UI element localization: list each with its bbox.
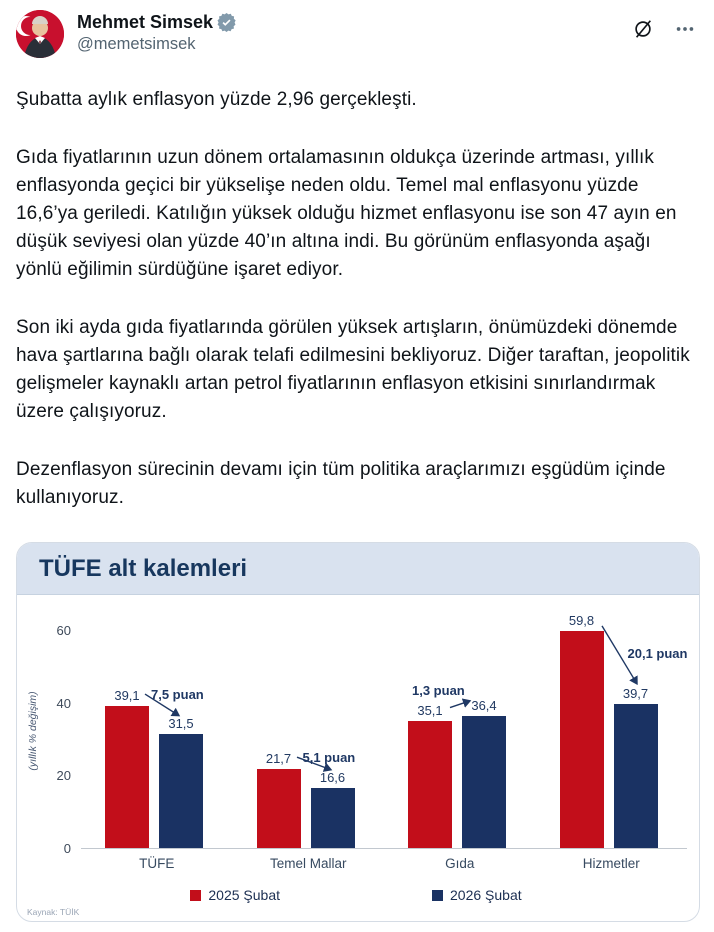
legend-label: 2026 Şubat xyxy=(450,887,522,903)
legend-swatch xyxy=(190,890,201,901)
change-arrow-icon xyxy=(81,613,233,848)
y-axis-label-column xyxy=(25,613,45,849)
annotation-label: 1,3 puan xyxy=(412,682,465,698)
y-tick-label: 40 xyxy=(56,695,71,711)
chart-source: Kaynak: TÜİK xyxy=(27,907,80,917)
category-label: Gıda xyxy=(445,856,475,871)
avatar-photo xyxy=(16,10,64,58)
bar-value-label: 59,8 xyxy=(568,612,595,628)
chart-title: TÜFE alt kalemleri xyxy=(17,543,699,595)
bar-group xyxy=(384,613,536,848)
bar-value-label: 39,1 xyxy=(114,688,140,704)
bar-value-label: 39,7 xyxy=(622,685,649,701)
verified-badge-icon xyxy=(217,13,236,32)
change-arrow-icon xyxy=(233,613,385,848)
y-tick-label: 0 xyxy=(63,841,71,856)
more-options-icon[interactable] xyxy=(674,18,696,40)
bar-value-label: 36,4 xyxy=(471,697,497,713)
y-axis-ticks xyxy=(45,613,81,856)
category-label: Hizmetler xyxy=(582,856,640,871)
avatar[interactable] xyxy=(16,10,64,58)
y-tick-label: 60 xyxy=(56,623,71,639)
bar-value-label: 35,1 xyxy=(417,702,443,718)
bar-value-label: 16,6 xyxy=(319,769,346,785)
legend-label: 2025 Şubat xyxy=(208,887,280,903)
bar-value-label: 21,7 xyxy=(265,751,292,767)
y-axis-label: (yıllık % değişim) xyxy=(27,691,39,771)
bar-group xyxy=(233,613,385,848)
legend-item xyxy=(432,887,522,903)
display-name[interactable]: Mehmet Simsek xyxy=(77,12,214,32)
header-actions xyxy=(632,18,696,40)
user-handle[interactable]: @memetsimsek xyxy=(77,35,196,53)
chart-card[interactable] xyxy=(16,542,700,922)
bar-group xyxy=(536,613,688,848)
category-label: TÜFE xyxy=(139,856,175,871)
tweet-header xyxy=(16,10,698,68)
chart-plot xyxy=(81,613,687,849)
tweet-paragraph: Gıda fiyatlarının uzun dönem ortalamasının oldukça üzerinde artması, yıllık enflasyonda geçici bir yükselişe neden oldu. Temel mal enflasyonu yüzde 16,6’ya geriledi. Katılığın yüksek olduğu hizmet enflasyonu ise son 47 ayın en düşük seviyesi olan yüzde 40’ın altına indi. Bu görünüm enflasyonda aşağı yönlü eğilimin sürdüğüne işaret ediyor. xyxy=(16,147,677,280)
legend-swatch xyxy=(432,890,443,901)
category-labels xyxy=(81,849,687,871)
annotation-label: 20,1 puan xyxy=(627,645,688,661)
change-arrow-icon xyxy=(384,613,536,848)
tweet-paragraph: Şubatta aylık enflasyon yüzde 2,96 gerçekleşti. xyxy=(16,89,417,110)
user-names xyxy=(77,10,236,54)
legend-item xyxy=(190,887,280,903)
bar-group xyxy=(81,613,233,848)
grok-icon[interactable] xyxy=(632,18,654,40)
tweet-text xyxy=(16,86,698,512)
chart-body xyxy=(17,595,699,921)
annotation-label: 5,1 puan xyxy=(302,750,356,766)
category-label: Temel Mallar xyxy=(269,856,347,871)
chart-legend xyxy=(25,887,687,917)
y-tick-label: 20 xyxy=(56,768,71,784)
tweet-paragraph: Dezenflasyon sürecinin devamı için tüm politika araçlarımızı eşgüdüm içinde kullanıyoruz. xyxy=(16,459,666,508)
tweet-paragraph: Son iki ayda gıda fiyatlarında görülen yüksek artışların, önümüzdeki dönemde hava şartlarına bağlı olarak telafi edilmesini bekliyoruz. Diğer taraftan, jeopolitik gelişmeler kaynaklı artan petrol fiyatlarının enflasyon etkisini sınırlandırmak üzere çalışıyoruz. xyxy=(16,317,690,422)
bar-value-label: 31,5 xyxy=(168,715,194,731)
annotation-label: 7,5 puan xyxy=(151,687,204,703)
